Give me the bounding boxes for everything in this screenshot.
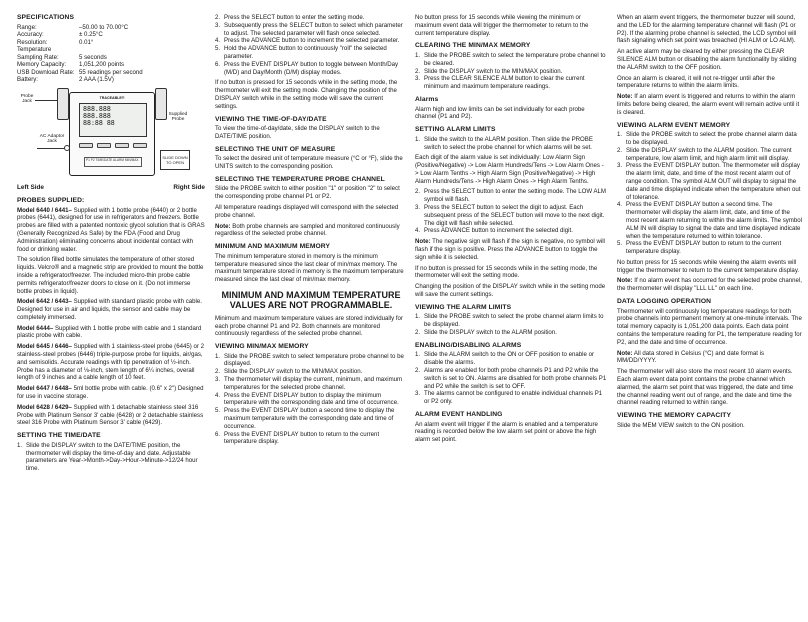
probes-list [17,207,205,428]
spec-value: ± 0.25°C [79,31,103,39]
clear-minmax-title: CLEARING THE MIN/MAX MEMORY [415,42,531,50]
device-button [97,143,111,148]
list-item: 6. Press the EVENT DISPLAY button to toggle between Month/Day (M/D) and Day/Month (D/M) display modes. [215,60,399,76]
list-item: 1. Slide the PROBE switch to select the probe channel alarm data to be displayed. [617,131,797,146]
list-item: 4. Press the EVENT DISPLAY button to display the minimum temperature with the corresponding date and time of occurrence. [215,391,399,407]
set-alarm-text-3: Changing the position of the DISPLAY switch while in the setting mode will save the current settings. [415,283,606,299]
set-alarm-step-1 [415,136,607,152]
list-item: 2. Alarms are enabled for both probe channels P1 and P2 while the switch is set to ON. Alarms are disabled for both probe channels P1 and P2 while the switch is set to OFF. [415,366,607,390]
thermometer-device [69,92,155,176]
list-item: 3. Press the CLEAR SILENCE ALM button to clear the current minimum and maximum temperature readings. [415,75,585,91]
view-minmax-title: VIEWING MIN/MAX MEMORY [215,343,309,351]
lcd-line-1: 888.888 [83,104,111,113]
alarm-handling-title: ALARM EVENT HANDLING [415,410,503,418]
set-alarm-note: Note: The negative sign will flash if the sign is negative, no symbol will flash if the sign is positive. Press the ADVANCE button to toggle the sign while it is selected. [415,238,605,261]
view-time-title: VIEWING THE TIME-OF-DAY/DATE [215,115,327,123]
left-probe-plug [57,88,69,120]
device-button [133,143,147,148]
minmax-text-2: Minimum and maximum temperature values are stored individually for each probe channel P1 and P2. Both channels are monitored continuously regardless of the selected probe channel. [215,314,403,338]
probes-title: PROBES SUPPLIED: [17,196,85,204]
probe-model-paragraph: Model 6440 / 6441– Supplied with 1 bottle probe (6440) or 2 bottle probes (6441), designed for use in refrigerators and freezers. Bottle probes are filled with a patented nontoxic glycol solution that is GRAS (Generally Recognized As Safe) by the FDA (Food and Drug Administration) eliminating concerns about incidental contact with food or drinking water. [17,206,205,253]
right-side-label: Right Side [173,183,205,191]
lcd-line-3: 88:88 88 [83,118,115,127]
supplied-probe-label: Supplied Probe [168,111,188,123]
probe-model-paragraph: Model 6442 / 6443– Supplied with standard plastic probe with cable. Designed for use in air and liquids, the sensor and cable may be completely immersed. [17,298,202,321]
unit-text: To select the desired unit of temperature measure (°C or °F), slide the UNITS switch to the corresponding position. [215,155,403,171]
list-item: 1. Slide the PROBE switch to select the probe channel alarm limits to be displayed. [415,313,604,329]
spec-key: Battery: [17,76,38,84]
capacity-title: VIEWING THE MEMORY CAPACITY [617,412,732,420]
set-time-note: If no button is pressed for 15 seconds while in the setting mode, the thermometer will exit the setting mode. Changing the position of the DISPLAY switch while in the setting mode will save the current settings. [215,79,398,110]
spec-value: 0.01° [79,38,94,46]
probe-jack-wire [35,100,57,101]
spec-value [79,46,205,54]
list-item: 2. Press the SELECT button to enter the setting mode. The LOW ALM symbol will flash. [415,188,607,204]
spec-key: Resolution: [17,38,48,46]
alarms-text: Alarm high and low limits can be set individually for each probe channel (P1 and P2). [415,105,585,121]
lcd-line-2: 888.888 [83,111,111,120]
set-time-steps-a [17,442,205,473]
column-4 [617,14,803,433]
set-alarm-steps [415,188,607,235]
battery-slide-label: SLIDE DOWN TO OPEN [160,150,190,170]
list-item: 3. Press the EVENT DISPLAY button. The thermometer will display the alarm limit, date, and time of the most recent alarm out of range condition. The symbol ALM OUT will display to signal the date and time displayed indicate when the temperature when out of tolerance. [617,162,801,201]
list-item: 5. Press the EVENT DISPLAY button a second time to display the maximum temperature with the corresponding date and time of occurrence. [215,407,395,430]
channel-title: SELECTING THE TEMPERATURE PROBE CHANNEL [215,175,385,183]
spec-key: Sampling Rate: [17,53,59,61]
list-item: 4. Press ADVANCE button to increment the selected digit. [415,227,573,235]
spec-key: USB Download Rate: [17,68,75,76]
spec-key: Range: [17,23,37,31]
set-alarm-text: Each digit of the alarm value is set individually: Low Alarm Sign (Positive/Negative) -> Low Alarm Hundreds/Tens -> Low Alarm Ones -> Low Alarm Tenths -> High Alarm Sign (Positive/Negative) -> High Alarm Hundreds/Tens -> High Alarm Ones -> High Alarm Tenths. [415,154,604,185]
capacity-text: Slide the MEM VIEW switch to the ON position. [617,421,745,429]
spec-key: Memory Capacity: [17,61,67,69]
list-item: 3. The alarms cannot be configured to enable individual channels P1 or P2 only. [415,390,603,406]
list-item: 3. The thermometer will display the current, minimum, and maximum temperatures for the selected probe channel. [215,376,403,391]
view-alarm-steps [415,313,607,336]
view-alarm-mem-note: Note: If no alarm event has occurred for the selected probe channel, the thermometer will display "LLL LL" on each line. [617,277,802,293]
device-button [115,143,129,148]
list-item: 6. Press the EVENT DISPLAY button to return to the current temperature display. [215,430,380,446]
view-alarm-title: VIEWING THE ALARM LIMITS [415,303,512,311]
logging-title: DATA LOGGING OPERATION [617,298,712,306]
enable-alarm-title: ENABLING/DISABLING ALARMS [415,341,522,349]
list-item: 2. Slide the DISPLAY switch to the ALARM position. The current temperature, low alarm limit, and high alarm limit will display. [617,146,792,162]
minmax-title: MINIMUM AND MAXIMUM MEMORY [215,243,331,251]
device-button [79,143,93,148]
column-3 [415,14,607,447]
spec-value: 2 AAA (1.5V) [79,76,114,84]
device-brand: TRACEABLE® [99,95,125,100]
list-item: 2. Slide the DISPLAY switch to the MIN/MAX position. [415,67,563,75]
spec-title: SPECIFICATIONS [17,14,75,21]
ac-jack-icon [64,145,70,151]
minmax-text: The minimum temperature stored in memory is the minimum temperature measured since the last clear of min/max memory. The maximum temperature stored in memory is the maximum temperature measured since the last clear of min/max memory. [215,252,404,284]
list-item: 3. Press the SELECT button to select the digit to adjust. Each subsequent press of the SELECT button will move to the next digit. The digit will flash while selected. [415,204,605,227]
channel-text: Slide the PROBE switch to either position "1" or position "2" to select the corresponding probe channel P1 or P2. [215,185,400,201]
list-item: 2. Slide the DISPLAY switch to the ALARM position. [415,329,557,337]
probe-model-paragraph: Model 6444– Supplied with 1 bottle probe with cable and 1 standard plastic probe with cable. [17,324,202,340]
channel-text-2: All temperature readings displayed will correspond with the selected probe channel. [215,204,399,219]
view-alarm-mem-text: No button press for 15 seconds while viewing the alarm events will trigger the thermometer to return to the current temperature display. [617,258,800,274]
alarm-handling-text-3: An active alarm may be cleared by either pressing the CLEAR SILENCE ALM button or disabling the alarm functionality by sliding the ALARM switch to the OFF position. [617,48,797,71]
enable-alarm-steps [415,351,607,406]
clear-minmax-steps [415,52,607,91]
alarms-title: Alarms [415,95,439,103]
set-time-steps-b [215,14,407,76]
mode-switch: P1 P2 TIME/DATE ALARM MIN/MAX [84,157,142,167]
list-item: 2. Slide the DISPLAY switch to the MIN/MAX position. [215,368,363,376]
logging-text-2: The thermometer will also store the most recent 10 alarm events. Each alarm event data point contains the probe channel which alarmed, the alarm set point that was triggered, the date and time the channel reading went out of range, and the date and time the channel reading returned to within range. [617,368,794,407]
device-buttons [79,143,147,148]
minmax-timeout-text: No button press for 15 seconds while viewing the minimum or maximum event data will trigger the thermometer to return to the current temperature display. [415,14,589,37]
list-item: 5. Press the EVENT DISPLAY button to return to the current temperature display. [617,240,782,256]
probe-model-paragraph: Model 6428 / 6429– Supplied with 1 detachable stainless steel 316 Probe with Platinum Sensor 3' cable (6428) or 2 detachable stainless steel 316 Probe with Platinum Sensor 3' cable (6429). [17,403,204,427]
spec-key: Accuracy: [17,31,44,39]
list-item: 3. Subsequently press the SELECT button to select which parameter to adjust. The selected parameter will flash once selected. [215,21,403,37]
spec-table [17,24,205,84]
set-alarm-text-2: If no button is pressed for 15 seconds while in the setting mode, the thermometer will exit the setting mode. [415,264,598,280]
channel-note: Note: Both probe channels are sampled and monitored continuously regardless of the selected probe channel. [215,222,400,238]
left-side-label: Left Side [17,183,44,191]
alarm-handling-text-4: Once an alarm is cleared, it will not re-trigger until after the temperature returns to within the alarm limits. [617,74,775,90]
alarm-handling-note: Note: If an alarm event is triggered and returns to within the alarm limits before being cleared, the alarm event will remain active until it is cleared. [617,93,800,116]
spec-value: 55 readings per second [79,68,143,76]
list-item: 1. Slide the switch to the ALARM position. Then slide the PROBE switch to select the probe channel for which alarms will be set. [415,135,593,151]
probe-model-paragraph: Model 6447 / 6448– 5ml bottle probe with cable. (0.6" x 2") Designed for use in vaccine storage. [17,385,204,401]
spec-key: Temperature [17,46,52,54]
device-diagram [17,88,205,192]
set-alarm-title: SETTING ALARM LIMITS [415,126,496,134]
view-alarm-mem-steps [617,131,803,256]
view-alarm-mem-title: VIEWING ALARM EVENT MEMORY [617,121,731,129]
set-time-title: SETTING THE TIME/DATE [17,432,101,440]
probe-jack-label: Probe Jack [20,93,34,105]
minmax-warning: MINIMUM AND MAXIMUM TEMPERATURE VALUES ARE NOT PROGRAMMABLE. [221,290,401,311]
spec-value: –50.00 to 70.00°C [79,23,129,31]
view-minmax-steps [215,353,407,447]
lcd-screen [79,103,147,137]
list-item: 1. Slide the PROBE switch to select the temperature probe channel to be cleared. [415,51,606,67]
unit-title: SELECTING THE UNIT OF MEASURE [215,145,336,153]
probe-model-paragraph: Model 6445 / 6446– Supplied with 1 stainless-steel probe (6445) or 2 stainless-steel probes (6446) triple-purpose probe for liquids, air/gas, and semisolids. Accurate readings with tip penetration of ½-inch. Probe has a diameter of ⅛-inch, stem length of 6¼ inches, overall length of 9 inches and a cable length of 10 feet. [17,343,204,382]
column-2 [215,14,407,446]
probe-model-paragraph: The solution filled bottle simulates the temperature of other stored liquids. Velcro® and a magnetic strip are provided to mount the bottle inside a refrigerator/freezer. The included micro-thin probe cable permits refrigerator/freezer doors to close on it. (Do not immerse bottle probes in liquid). [17,256,204,295]
ac-adaptor-label: AC Adaptor Jack [39,133,65,145]
logging-note: Note: All data stored in Celsius (°C) and date format is MM/DD/YYYY. [617,349,765,365]
column-1 [17,14,205,473]
list-item: 5. Hold the ADVANCE button to continuously "roll" the selected parameter. [215,45,387,60]
spec-value: 5 seconds [79,53,107,61]
list-item: 1. Slide the PROBE switch to select temperature probe channel to be displayed. [215,352,404,368]
alarm-handling-text: An alarm event will trigger if the alarm is enabled and a temperature reading is recorded below the low alarm set point or above the high alarm set point. [415,420,598,444]
list-item: 1. Slide the ALARM switch to the ON or OFF position to enable or disable the alarms. [415,351,595,367]
list-item: 1. Slide the DISPLAY switch to the DATE/TIME position, the thermometer will display the time-of-day and date. Adjustable parameters are Year->Month->Day->Hour->Minute->12/24 hour time. [17,441,198,473]
list-item: 4. Press the ADVANCE button to increment the selected parameter. [215,37,400,45]
list-item: 2. Press the SELECT button to enter the setting mode. [215,14,365,21]
alarm-handling-text-2: When an alarm event triggers, the thermometer buzzer will sound, and the LED for the alarming temperature channel will flash (P1 or P2). If the alarming probe channel is selected, the LCD symbol will flash signaling which set point was breached (HI ALM or LO ALM). [617,14,797,45]
spec-value: 1,051,200 points [79,61,125,69]
list-item: 4. Press the EVENT DISPLAY button a second time. The thermometer will display the alarm limit, date, and time of the most recent alarm returning to within the alarm limits. The symbol ALM IN will display to signal the date and time displayed indicate when the temperature returned to within tolerance. [617,201,802,240]
view-time-text: To view the time-of-day/date, slide the DISPLAY switch to the DATE/TIME position. [215,125,380,140]
logging-text: Thermometer will continuously log temperature readings for both probe channels into permanent memory at one-minute intervals. The total memory capacity is 1,051,200 data points. Each data point contains the temperature reading for P1, the temperature reading for P2, and the date and time of occurrence. [617,307,802,346]
